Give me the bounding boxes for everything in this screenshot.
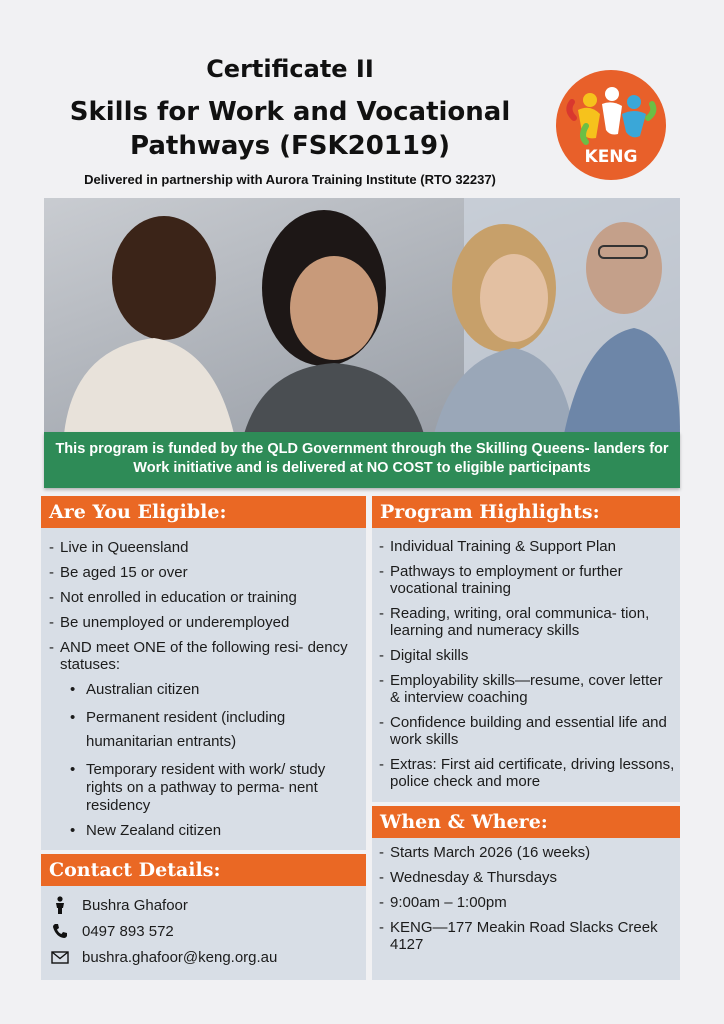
contact-email[interactable]: bushra.ghafoor@keng.org.au — [82, 948, 278, 966]
list-item: - Pathways to employment or further vocational training — [378, 563, 676, 597]
keng-logo — [556, 70, 666, 180]
contact-email-row — [48, 944, 360, 970]
list-item: - Extras: First aid certificate, driving lessons, police check and more — [378, 756, 676, 790]
partnership-subtitle: Delivered in partnership with Aurora Training Institute (RTO 32237) — [84, 172, 496, 187]
list-item: - Be unemployed or underemployed — [48, 614, 360, 631]
list-item: - Individual Training & Support Plan — [378, 538, 676, 555]
list-item: - Employability skills—resume, cover letter & interview coaching — [378, 672, 676, 706]
list-item: - Wednesday & Thursdays — [378, 869, 676, 886]
funding-banner: This program is funded by the QLD Government through the Skilling Queens- landers for Work initiative and is delivered at NO COST to eligible participants — [44, 432, 680, 488]
list-item: - Starts March 2026 (16 weeks) — [378, 844, 676, 861]
person-icon — [48, 896, 72, 914]
eligibility-content — [48, 539, 360, 847]
list-item: - Not enrolled in education or training — [48, 589, 360, 606]
eligibility-list — [48, 539, 360, 673]
envelope-icon — [48, 951, 72, 964]
list-item: - 9:00am – 1:00pm — [378, 894, 676, 911]
contact-phone-row — [48, 918, 360, 944]
list-item: - Live in Queensland — [48, 539, 360, 556]
highlights-content — [378, 538, 676, 798]
title-line-2: Skills for Work and Vocational — [69, 97, 511, 127]
list-item: • New Zealand citizen — [70, 822, 360, 840]
students-photo — [44, 198, 680, 434]
list-item: • Permanent resident (including humanitarian entrants) — [70, 706, 360, 754]
highlights-heading: Program Highlights: — [372, 496, 680, 528]
eligibility-heading: Are You Eligible: — [41, 496, 366, 528]
logo-text: KENG — [584, 147, 638, 167]
title-line-1: Certificate II — [206, 55, 374, 83]
phone-icon — [48, 923, 72, 939]
list-item: - KENG—177 Meakin Road Slacks Creek 4127 — [378, 919, 676, 953]
list-item: - AND meet ONE of the following resi- dency statuses: — [48, 639, 360, 673]
title-line-3: Pathways (FSK20119) — [130, 131, 450, 161]
list-item: - Be aged 15 or over — [48, 564, 360, 581]
list-item: - Reading, writing, oral communica- tion, learning and numeracy skills — [378, 605, 676, 639]
when-where-content — [378, 844, 676, 961]
list-item: • Temporary resident with work/ study rights on a pathway to perma- nent residency — [70, 761, 360, 815]
highlights-list — [378, 538, 676, 790]
list-item: • Australian citizen — [70, 681, 360, 699]
contact-content — [48, 892, 360, 970]
list-item: - Confidence building and essential life and work skills — [378, 714, 676, 748]
list-item: - Digital skills — [378, 647, 676, 664]
when-where-heading: When & Where: — [372, 806, 680, 838]
contact-heading: Contact Details: — [41, 854, 366, 886]
residency-status-list — [48, 681, 360, 840]
contact-phone[interactable]: 0497 893 572 — [82, 922, 174, 940]
contact-name-row — [48, 892, 360, 918]
contact-name: Bushra Ghafoor — [82, 896, 188, 914]
when-where-list — [378, 844, 676, 953]
